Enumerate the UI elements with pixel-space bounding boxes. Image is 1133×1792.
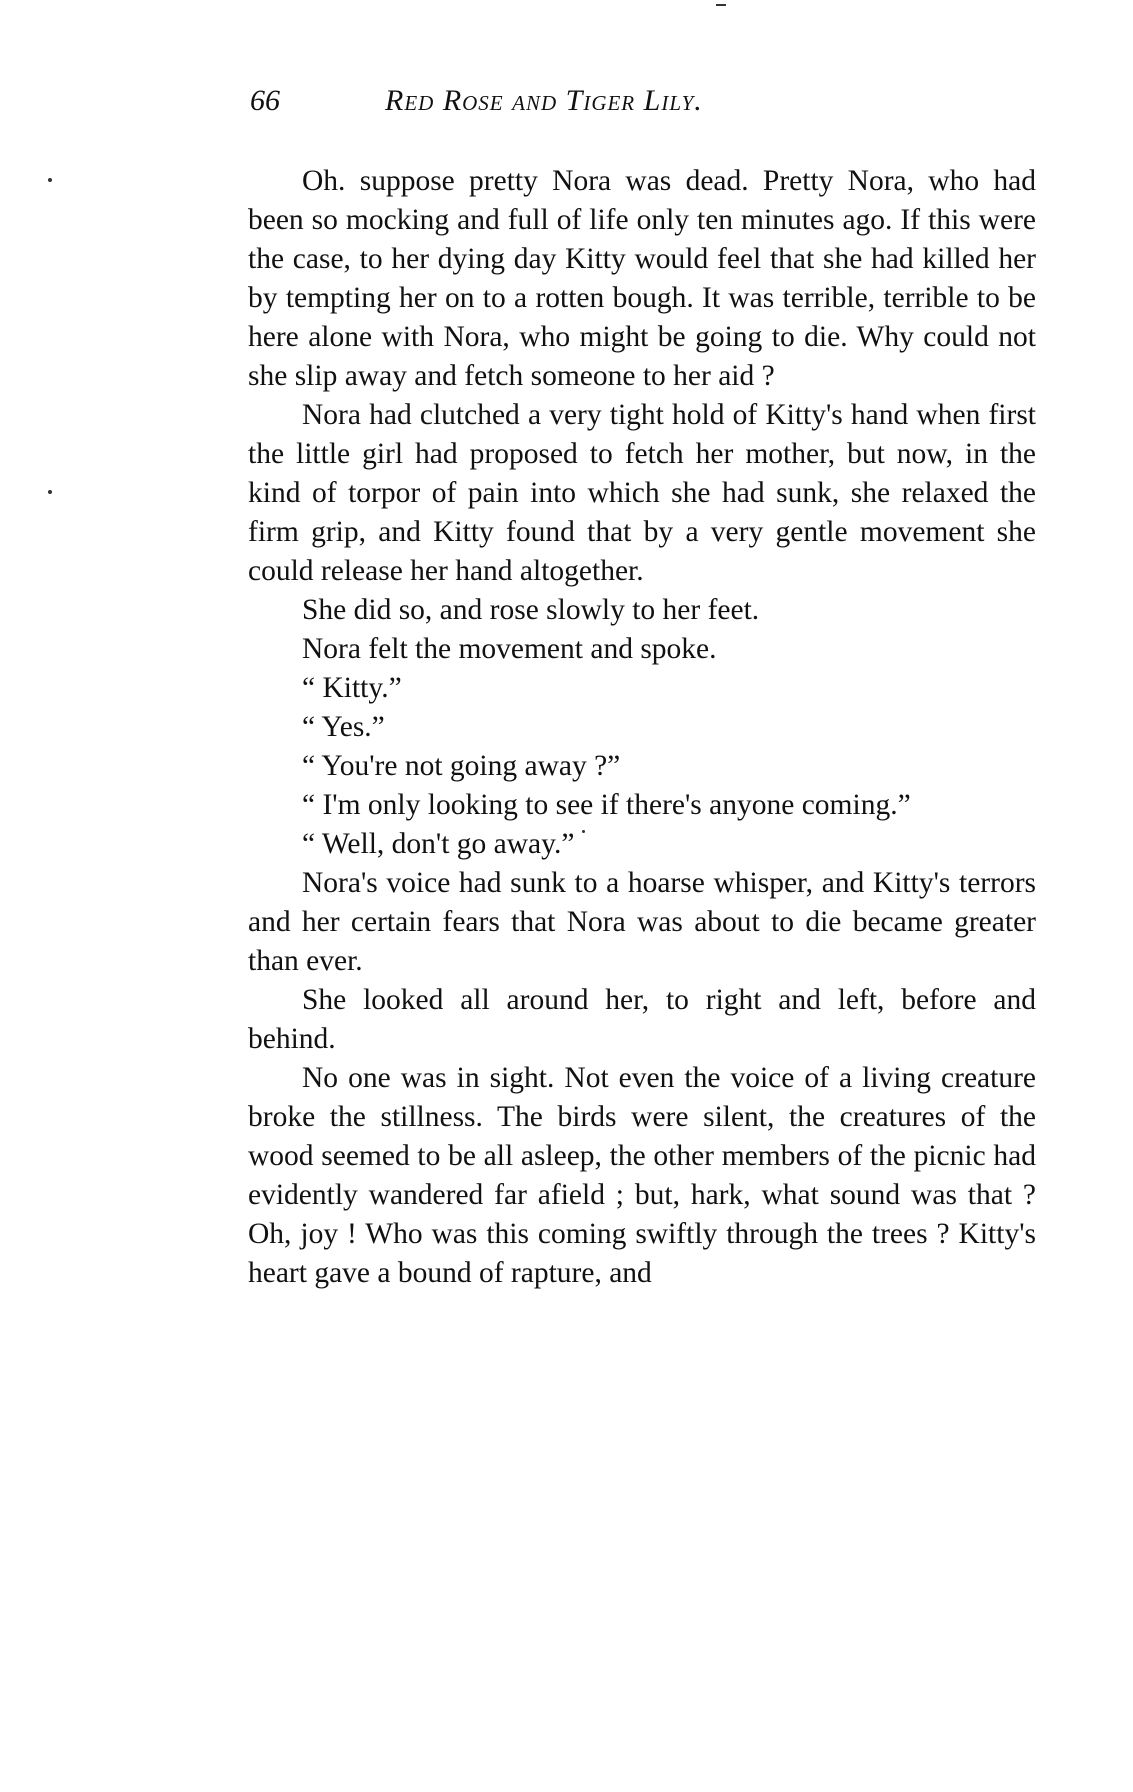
page-number: 66 xyxy=(250,84,280,117)
paragraph: No one was in sight. Not even the voice of a living creature broke the stillness. The birds were silent, the creatures of the wood seemed to be all asleep, the other members of the picnic had evidently wandered far afield ; but, hark, what sound was that ? Oh, joy ! Who was this coming swiftly through the trees ? Kitty's heart gave a bound of rapture, and xyxy=(248,1062,1036,1289)
dialogue-line: “ I'm only looking to see if there's anyone coming.” xyxy=(302,789,911,821)
paragraph: She looked all around her, to right and left, before and behind. xyxy=(248,984,1036,1055)
dialogue-line: “ Yes.” xyxy=(302,711,385,743)
body-text xyxy=(248,162,1036,1293)
print-mark xyxy=(716,4,726,6)
paragraph: She did so, and rose slowly to her feet. xyxy=(302,594,760,626)
paragraph: Nora felt the movement and spoke. xyxy=(302,633,717,665)
book-title: Red Rose and Tiger Lily. xyxy=(385,84,703,117)
margin-speck xyxy=(48,490,52,494)
running-head xyxy=(250,84,870,128)
paragraph: Oh. suppose pretty Nora was dead. Pretty Nora, who had been so mocking and full of life only ten minutes ago. If this were the case, to her dying day Kitty would feel that she had killed her by tempting her on to a rotten bough. It was terrible, terrible to be here alone with Nora, who might be going to die. Why could not she slip away and fetch someone to her aid ? xyxy=(248,165,1036,392)
paragraph: Nora had clutched a very tight hold of Kitty's hand when first the little girl had proposed to fetch her mother, but now, in the kind of torpor of pain into which she had sunk, she relaxed the firm grip, and Kitty found that by a very gentle movement she could release her hand altogether. xyxy=(248,399,1036,587)
dialogue-line: “ Kitty.” xyxy=(302,672,402,704)
dialogue-line: “ You're not going away ?” xyxy=(302,750,621,782)
paragraph: Nora's voice had sunk to a hoarse whisper, and Kitty's terrors and her certain fears that Nora was about to die became greater than ever. xyxy=(248,867,1036,977)
margin-speck xyxy=(48,178,52,182)
dialogue-line: “ Well, don't go away.” xyxy=(302,828,575,860)
